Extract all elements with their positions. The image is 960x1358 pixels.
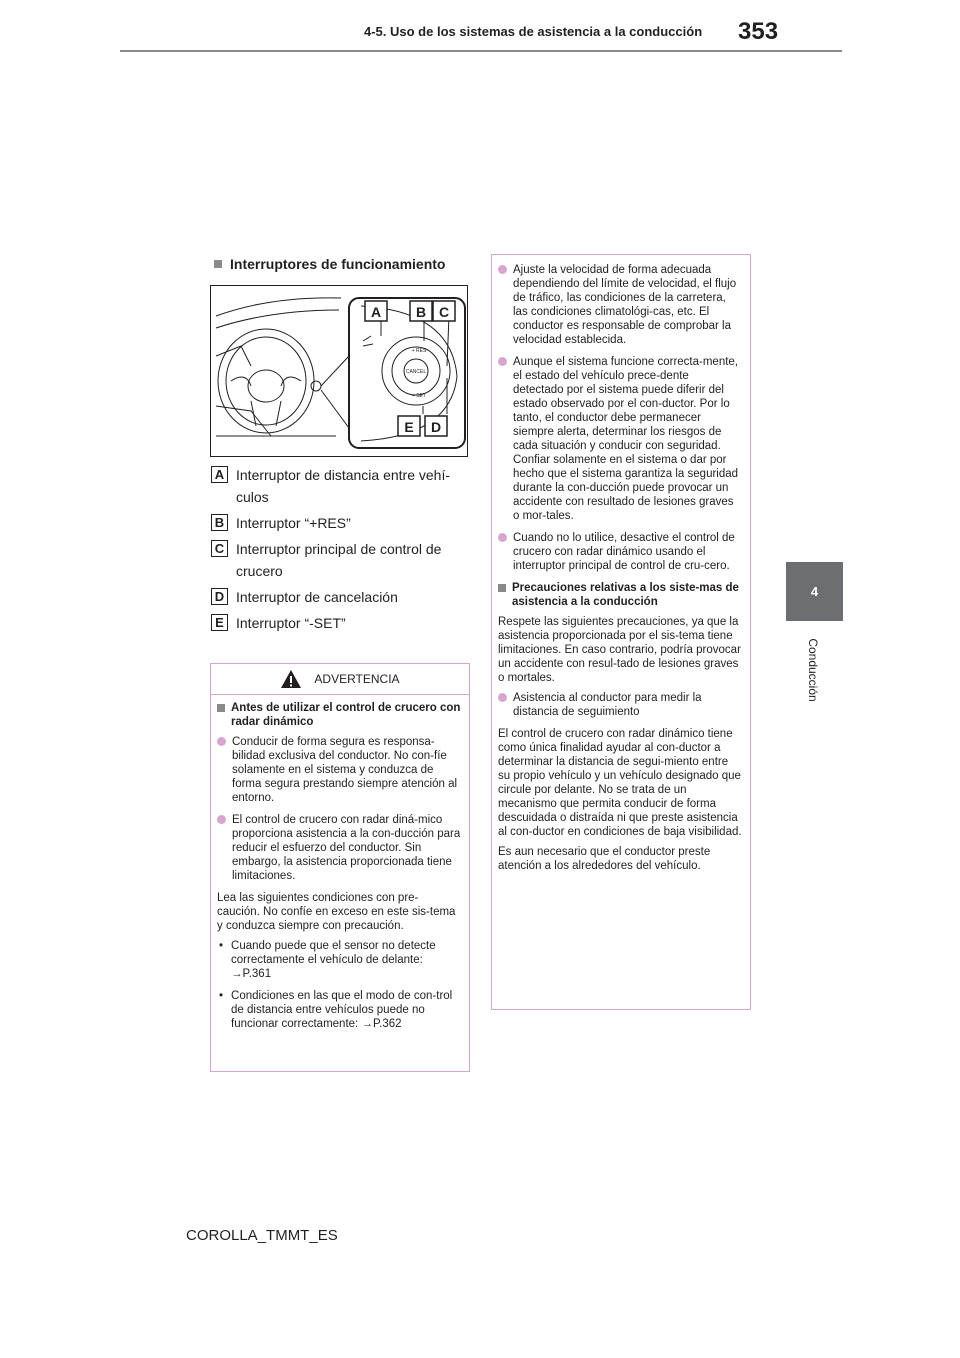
bullet-dot-icon [217, 737, 226, 746]
figure-label-b: B [415, 304, 427, 320]
right-paragraph: Es aun necesario que el conductor preste atención a los alrededores del vehículo. [498, 846, 711, 872]
square-bullet-icon [217, 704, 225, 712]
page-reference-link[interactable]: P.362 [372, 1018, 402, 1030]
right-subheading [498, 581, 742, 609]
legend-key: E [211, 614, 228, 631]
figure-cancel-label: CANCEL [405, 369, 427, 375]
bullet-dot-icon [498, 357, 507, 366]
square-bullet-icon [214, 260, 222, 268]
section-title: 4-5. Uso de los sistemas de asistencia a la conducción [364, 24, 703, 39]
dash-item-text: Condiciones en las que el modo de con-trol de distancia entre vehículos puede no funcionar correctamente: [231, 990, 453, 1030]
right-bullet [498, 355, 742, 523]
right-bullet [498, 691, 742, 719]
warning-bullet [217, 813, 461, 883]
legend-item-e [211, 612, 469, 634]
right-bullet-text: Ajuste la velocidad de forma adecuada dependiendo del límite de velocidad, el flujo de tráfico, las condiciones de la carretera, las condiciones climatológi-cas, etc. El conductor es responsable de comprobar la velocidad establecida. [513, 264, 737, 346]
warning-subheading-text: Antes de utilizar el control de crucero con radar dinámico [231, 702, 461, 728]
figure-label-d: D [430, 419, 442, 435]
figure-set-label: – SET [412, 393, 426, 399]
warning-dash-item [217, 939, 461, 981]
legend-text: Interruptor “-SET” [236, 615, 346, 631]
warning-triangle-icon [280, 669, 302, 689]
square-bullet-icon [498, 584, 506, 592]
legend-text: Interruptor de distancia entre vehí-culos [236, 467, 451, 505]
document-code: COROLLA_TMMT_ES [186, 1227, 338, 1244]
warning-bullet-text: El control de crucero con radar diná-mico proporciona asistencia a la con-ducción para reducir el esfuerzo del conductor. Sin embargo, la asistencia proporcionada tiene limitaciones. [232, 814, 461, 882]
chapter-number: 4 [810, 584, 819, 599]
dash-bullet: • [219, 990, 224, 1002]
figure-label-a: A [370, 304, 382, 320]
legend-text: Interruptor “+RES” [236, 515, 351, 531]
legend-item-c [211, 538, 469, 582]
legend-text: Interruptor de cancelación [236, 589, 398, 605]
figure-label-c: C [438, 304, 450, 320]
warning-paragraph: Lea las siguientes condiciones con pre-caución. No confíe en exceso en este sis-tema y conduzca siempre con precaución. [217, 892, 456, 932]
legend-item-a [211, 464, 469, 508]
legend-key: B [211, 514, 228, 531]
warning-title: ADVERTENCIA [314, 672, 400, 686]
legend-key: C [211, 540, 228, 557]
warning-body [211, 695, 469, 1031]
chapter-tab [786, 562, 843, 621]
figure-label-e: E [404, 419, 414, 435]
figure-res-label: + RES [411, 348, 427, 354]
steering-wheel-diagram [211, 286, 467, 456]
arrow-icon: → [361, 1018, 373, 1030]
section-heading-text: Interruptores de funcionamiento [230, 256, 446, 272]
warning-bullet [217, 735, 461, 805]
warning-subheading [217, 701, 461, 729]
switch-legend [211, 464, 469, 638]
legend-text: Interruptor principal de control de crucero [236, 541, 442, 579]
legend-item-d [211, 586, 469, 608]
warning-dash-item [217, 989, 461, 1031]
bullet-dot-icon [498, 693, 507, 702]
dash-bullet: • [219, 940, 224, 952]
bullet-dot-icon [217, 815, 226, 824]
right-bullet [498, 531, 742, 573]
right-bullet [498, 263, 742, 347]
right-paragraph: Respete las siguientes precauciones, ya que la asistencia proporcionada por el sis-tema tiene limitaciones. En caso contrario, podría provocar un accidente con resul-tado de lesiones graves o mortales. [498, 616, 741, 684]
warning-bullet-text: Conducir de forma segura es responsa-bilidad exclusiva del conductor. No con-fíe solamente en el sistema y conduzca de forma segura prestando siempre atención al entorno. [232, 736, 458, 804]
dash-item-text: Cuando puede que el sensor no detecte correctamente el vehículo de delante: [231, 940, 436, 966]
legend-key: D [211, 588, 228, 605]
header-divider [120, 50, 842, 52]
bullet-dot-icon [498, 533, 507, 542]
warning-continuation-box [491, 254, 751, 1010]
right-bullet-text: Aunque el sistema funcione correcta-mente, el estado del vehículo prece-dente detectado por el sistema puede diferir del estado observado por el con-ductor. Por lo tanto, el conductor debe permanecer siempre alerta, determinar los riesgos de cada situación y conducir con seguridad. Confiar solamente en el sistema o dar por hecho que el sistema garantiza la seguridad durante la con-ducción puede provocar un accidente con resultado de lesiones graves o mor-tales. [513, 356, 739, 522]
legend-key: A [211, 466, 228, 483]
warning-header [211, 664, 469, 695]
switch-illustration [210, 285, 468, 457]
right-paragraph: El control de crucero con radar dinámico tiene como única finalidad ayudar al con-ductor a determinar la distancia de segui-miento entre su propio vehículo y un vehículo designado que circule por delante. No se trata de un mecanismo que permita conducir de forma descuidada o distraída ni que preste asistencia al con-ductor en condiciones de baja visibilidad. [498, 728, 742, 838]
page-number: 353 [738, 18, 779, 45]
arrow-icon: → [231, 968, 243, 980]
legend-item-b [211, 512, 469, 534]
page-reference-link[interactable]: P.361 [242, 968, 272, 980]
chapter-label: Conducción [806, 638, 820, 702]
right-bullet-text: Asistencia al conductor para medir la distancia de seguimiento [513, 692, 702, 718]
warning-box [210, 663, 470, 1072]
bullet-dot-icon [498, 265, 507, 274]
right-bullet-text: Cuando no lo utilice, desactive el control de crucero con radar dinámico usando el interruptor principal de control de cru-cero. [513, 532, 735, 572]
section-heading [214, 256, 445, 272]
right-subheading-text: Precauciones relativas a los siste-mas de asistencia a la conducción [512, 582, 739, 608]
